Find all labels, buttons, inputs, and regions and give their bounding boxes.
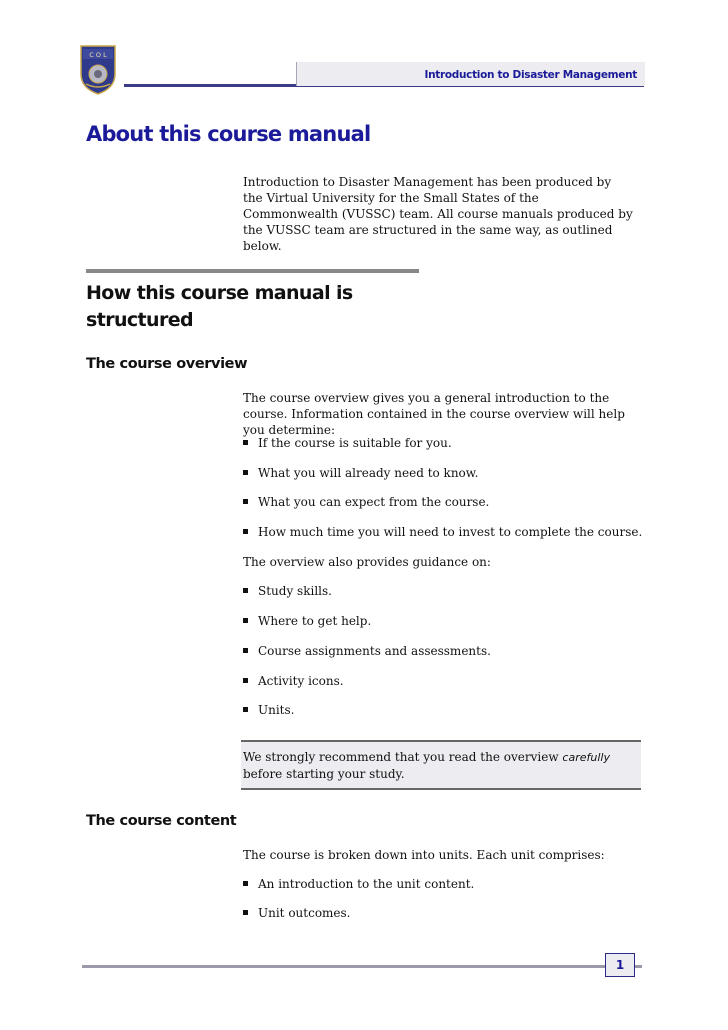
bullet-icon: [243, 529, 248, 534]
course-overview-intro: The course overview gives you a general introduction to the course. Information contained in the course overview will help you determine:: [243, 391, 625, 437]
list-item: If the course is suitable for you.: [243, 436, 452, 450]
list-item: Unit outcomes.: [243, 906, 351, 920]
bullet-icon: [243, 499, 248, 504]
bullet-icon: [243, 881, 248, 886]
list-item: Activity icons.: [243, 674, 344, 688]
list-item: What you can expect from the course.: [243, 495, 489, 509]
list-item: Units.: [243, 703, 294, 717]
section-divider: [86, 269, 419, 273]
bullet-icon: [243, 618, 248, 623]
list-item: What you will already need to know.: [243, 466, 478, 480]
footer-rule: [82, 965, 642, 968]
recommendation-note: [241, 740, 641, 790]
page-number: 1: [605, 953, 635, 977]
svg-text:C O L: C O L: [89, 51, 107, 59]
page-title: About this course manual: [86, 122, 371, 146]
course-content-intro: The course is broken down into units. Each unit comprises:: [243, 848, 605, 862]
bullet-icon: [243, 678, 248, 683]
header-title-box: [296, 62, 645, 86]
guidance-intro: The overview also provides guidance on:: [243, 555, 491, 569]
bullet-icon: [243, 588, 248, 593]
bullet-icon: [243, 648, 248, 653]
list-item: Where to get help.: [243, 614, 371, 628]
course-overview-heading: The course overview: [86, 356, 248, 372]
list-item: Study skills.: [243, 584, 332, 598]
section-heading: How this course manual is structured: [86, 282, 353, 331]
bullet-icon: [243, 910, 248, 915]
list-item: An introduction to the unit content.: [243, 877, 474, 891]
note-text: We strongly recommend that you read the overview carefully before starting your study.: [243, 750, 610, 781]
course-content-heading: The course content: [86, 813, 237, 829]
col-logo: [78, 44, 118, 96]
bullet-icon: [243, 470, 248, 475]
list-item: Course assignments and assessments.: [243, 644, 491, 658]
intro-paragraph: Introduction to Disaster Management has been produced by the Virtual University for the Small States of the Commonwealth (VUSSC) team. All course manuals produced by the VUSSC team are structured in the same way, as outlined below.: [243, 175, 633, 253]
bullet-icon: [243, 440, 248, 445]
bullet-icon: [243, 707, 248, 712]
running-header-title: Introduction to Disaster Management: [424, 69, 637, 81]
list-item: How much time you will need to invest to complete the course.: [243, 525, 642, 539]
